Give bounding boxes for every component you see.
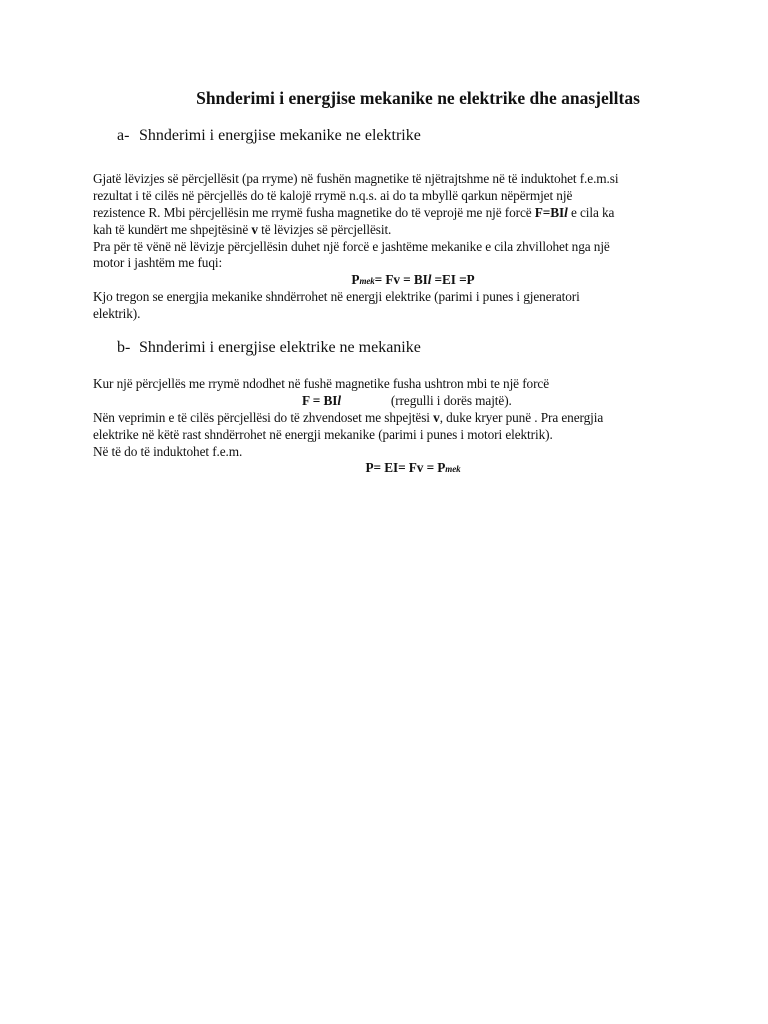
paragraph-line: rezultat i të cilës në përcjellës do të kalojë rrymë n.q.s. ai do ta mbyllë qarkun nëpërmjet një [93,187,573,203]
paragraph-line: Kur një përcjellës me rrymë ndodhet në fushë magnetike fusha ushtron mbi te një forcë [93,376,549,391]
section-b-heading-text: Shnderimi i energjise elektrike ne mekanike [139,339,421,356]
paragraph-line: Nën veprimin e të cilës përcjellësi do të zhvendoset me shpejtësi v, duke kryer punë . Pra energjia [93,409,604,425]
section-b-body [93,376,733,477]
power-equation-b: P= EI= Fv = Pmek [365,460,461,476]
section-a-body [93,171,733,323]
section-b-heading [117,339,421,357]
power-equation-a: Pmek= Fv = BIl =EI =P [351,272,475,288]
force-formula: F=BIl [534,204,568,220]
document-title: Shnderimi i energjise mekanike ne elektrike dhe anasjelltas [196,88,640,108]
paragraph-line: elektrik). [93,306,141,322]
section-a-heading [117,127,421,145]
velocity-symbol: v [433,409,440,425]
section-b-marker: b- [117,339,131,356]
paragraph-line: Kjo tregon se energjia mekanike shndërrohet në energji elektrike (parimi i punes i gjeneratori [93,289,580,305]
force-equation-b: F = BIl (rregulli i dorës majtë). [302,392,512,408]
paragraph-line: elektrike në këtë rast shndërrohet në energji mekanike (parimi i punes i motori elektrik). [93,426,553,442]
paragraph-line: kah të kundërt me shpejtësinë v të lëvizjes së përcjellësit. [93,221,392,237]
velocity-symbol: v [251,221,258,237]
paragraph-line: Në të do të induktohet f.e.m. [93,443,243,459]
section-a-heading-text: Shnderimi i energjise mekanike ne elektrike [139,127,421,144]
paragraph-line: Gjatë lëvizjes së përcjellësit (pa rryme) në fushën magnetike të njëtrajtshme në të induktohet f.e.m.si [93,171,619,186]
paragraph-line: Pra për të vënë në lëvizje përcjellësin duhet një forcë e jashtëme mekanike e cila zhvillohet nga një [93,238,610,254]
section-a-marker: a- [117,127,130,144]
paragraph-line: rezistence R. Mbi përcjellësin me rrymë fusha magnetike do të veprojë me një forcë F=BIl e cila ka [93,204,615,220]
paragraph-line: motor i jashtëm me fuqi: [93,255,223,271]
